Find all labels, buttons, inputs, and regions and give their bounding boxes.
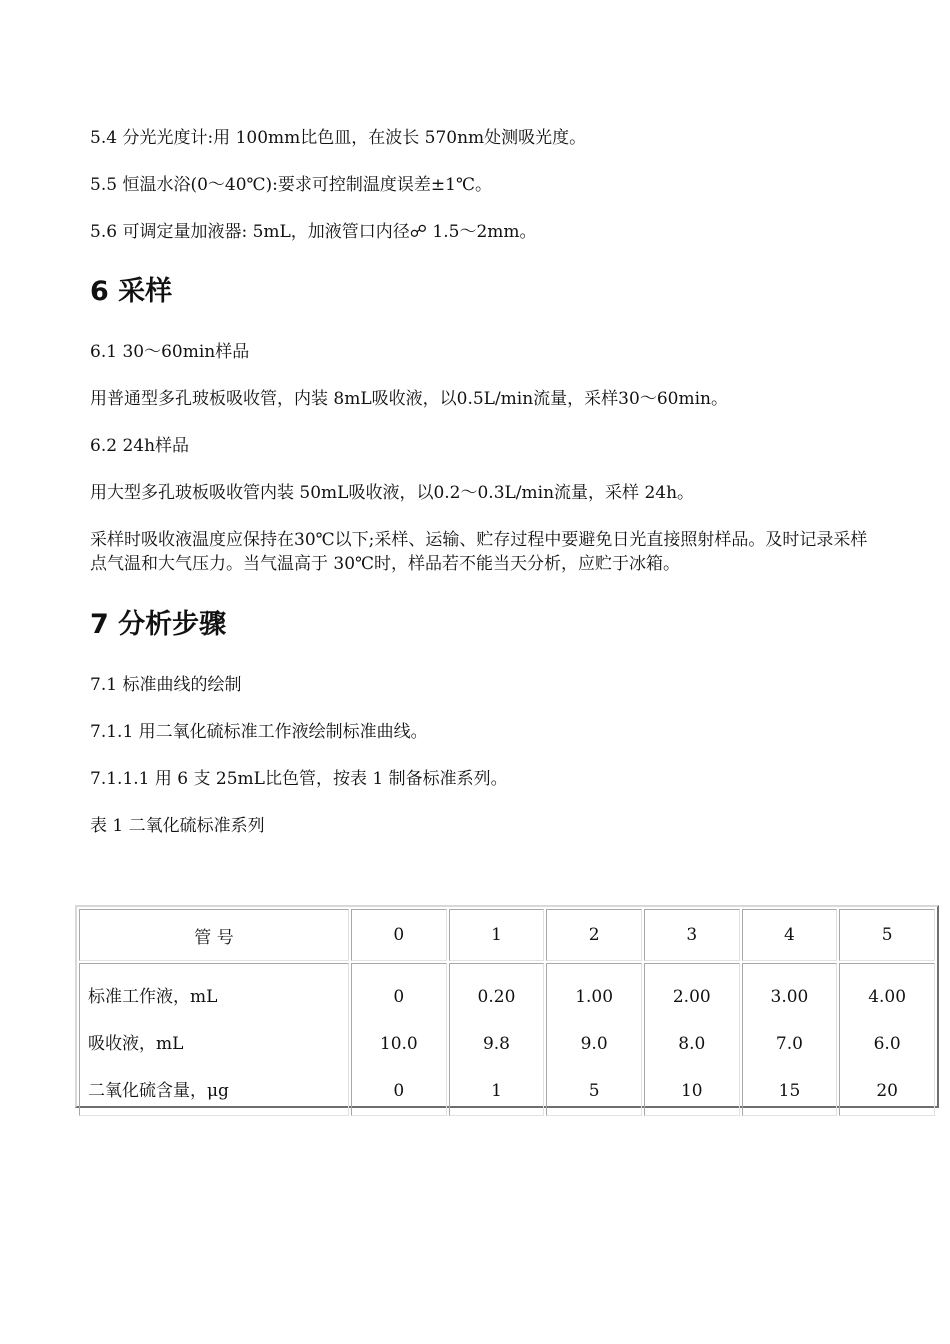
table-value: 2.00 xyxy=(672,987,711,1007)
tube-2-values xyxy=(546,963,642,1116)
table-value: 8.0 xyxy=(678,1034,706,1054)
table-value: 10.0 xyxy=(379,1034,418,1054)
paragraph-5-6: 5.6 可调定量加液器: 5mL，加液管口内径☍ 1.5～2mm。 xyxy=(90,222,537,242)
table-body-row xyxy=(79,963,935,1116)
table-value: 9.0 xyxy=(580,1034,608,1054)
paragraph-6-2: 6.2 24h样品 xyxy=(90,436,190,456)
tube-number-cell: 0 xyxy=(351,909,447,961)
paragraph-5-4: 5.4 分光光度计:用 100mm比色皿，在波长 570nm处测吸光度。 xyxy=(90,128,587,148)
paragraph-7-1-1: 7.1.1 用二氧化硫标准工作液绘制标准曲线。 xyxy=(90,722,428,742)
tube-number-cell: 1 xyxy=(449,909,545,961)
row-labels-cell xyxy=(79,963,349,1116)
row-label: 二氧化硫含量，μg xyxy=(88,1081,229,1101)
tube-number-cell: 3 xyxy=(644,909,740,961)
paragraph-7-1-1-1: 7.1.1.1 用 6 支 25mL比色管，按表 1 制备标准系列。 xyxy=(90,769,508,789)
table-caption: 表 1 二氧化硫标准系列 xyxy=(90,816,265,836)
table-value: 20 xyxy=(876,1081,898,1101)
table-value: 10 xyxy=(680,1081,703,1101)
tube-3-values xyxy=(644,963,740,1116)
table-value: 7.0 xyxy=(775,1034,803,1054)
tube-5-values xyxy=(839,963,935,1116)
paragraph-6-1-body: 用普通型多孔玻板吸收管，内装 8mL吸收液，以0.5L/min流量，采样30～60min。 xyxy=(90,389,728,409)
table-value: 0 xyxy=(393,1081,405,1101)
table-value: 5 xyxy=(588,1081,600,1101)
row-label: 吸收液，mL xyxy=(88,1034,184,1054)
table-value: 4.00 xyxy=(868,987,907,1007)
table-header-row xyxy=(79,909,935,961)
table-value: 9.8 xyxy=(482,1034,510,1054)
paragraph-6-1: 6.1 30～60min样品 xyxy=(90,342,250,362)
paragraph-7-1: 7.1 标准曲线的绘制 xyxy=(90,675,242,695)
tube-number-cell: 5 xyxy=(839,909,935,961)
table-value: 0.20 xyxy=(477,987,516,1007)
table-value: 1.00 xyxy=(575,987,614,1007)
row-label: 标准工作液，mL xyxy=(88,987,218,1007)
section-heading-7: 7 分析步骤 xyxy=(90,609,227,640)
paragraph-6-2-body: 用大型多孔玻板吸收管内装 50mL吸收液，以0.2～0.3L/min流量，采样 24h。 xyxy=(90,483,695,503)
tube-1-values xyxy=(449,963,545,1116)
table-header-label: 管 号 xyxy=(79,909,349,961)
standard-series-table xyxy=(75,905,939,1108)
paragraph-5-5: 5.5 恒温水浴(0～40℃):要求可控制温度误差±1℃。 xyxy=(90,175,492,195)
table-value: 6.0 xyxy=(873,1034,901,1054)
table-value: 3.00 xyxy=(770,987,809,1007)
tube-0-values xyxy=(351,963,447,1116)
paragraph-6-note: 采样时吸收液温度应保持在30℃以下;采样、运输、贮存过程中要避免日光直接照射样品。及时记录采样点气温和大气压力。当气温高于 30℃时，样品若不能当天分析，应贮于冰箱。 xyxy=(90,530,868,574)
table-value: 1 xyxy=(491,1081,502,1101)
tube-number-cell: 2 xyxy=(546,909,642,961)
tube-number-cell: 4 xyxy=(742,909,838,961)
table-value: 15 xyxy=(778,1081,801,1101)
tube-4-values xyxy=(742,963,838,1116)
table-value: 0 xyxy=(393,987,405,1007)
section-heading-6: 6 采样 xyxy=(90,276,173,307)
